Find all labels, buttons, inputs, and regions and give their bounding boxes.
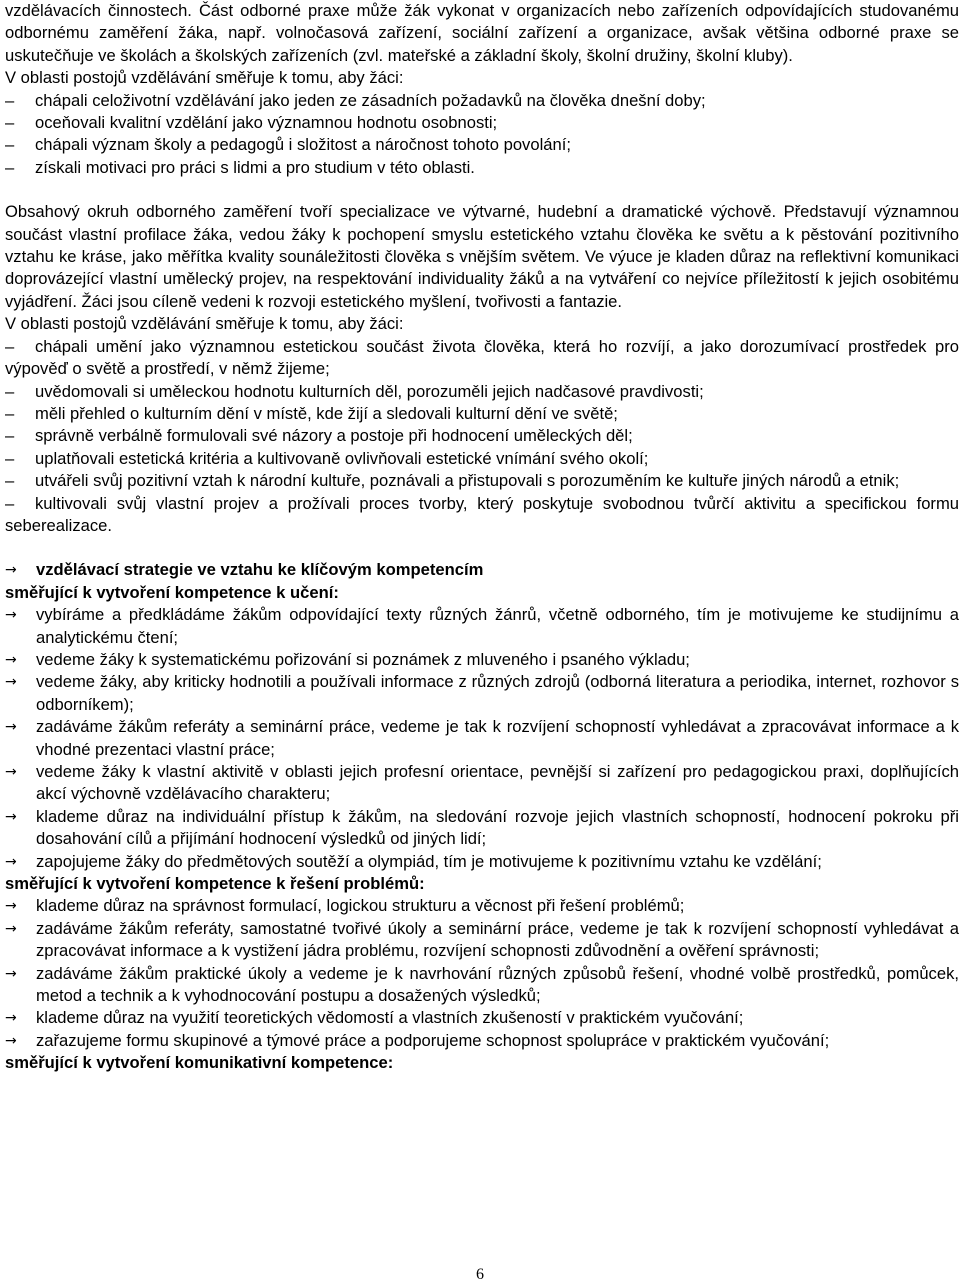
spacer: [5, 179, 959, 201]
list-item: [5, 112, 959, 134]
dash-bullet: –: [5, 426, 15, 446]
dash-bullet: –: [5, 113, 15, 133]
list-item-text: klademe důraz na správnost formulací, logickou strukturu a věcnost při řešení problémů;: [36, 896, 685, 916]
attitudes-lead-2: V oblasti postojů vzdělávání směřuje k tomu, aby žáci:: [5, 314, 404, 334]
arrow-icon: →: [5, 1032, 17, 1049]
list-item-text: měli přehled o kulturním dění v místě, kde žijí a sledovali kulturní dění ve světě;: [35, 403, 618, 423]
attitudes-list-1: [5, 90, 959, 180]
arrow-icon: →: [5, 607, 17, 624]
list-item: [5, 604, 959, 649]
list-item-text: klademe důraz na využití teoretických vědomostí a vlastních zkušeností v praktickém vyučování;: [36, 1008, 744, 1028]
list-item-text: vedeme žáky, aby kriticky hodnotili a používali informace z různých zdrojů (odborná literatura a periodika, internet, rozhovor s odborníkem);: [36, 672, 959, 714]
list-item: [5, 761, 959, 806]
list-item-text: utvářeli svůj pozitivní vztah k národní kultuře, poznávali a přistupovali s porozuměním ke kultuře jiných národů a etnik;: [35, 471, 900, 491]
arrow-icon: →: [5, 651, 17, 668]
document-page: [5, 0, 959, 1075]
list-item: [5, 403, 959, 425]
arrow-icon: →: [5, 920, 17, 937]
list-item-text: vedeme žáky k systematickému pořizování si poznámek z mluveného i psaného výkladu;: [36, 649, 690, 669]
list-item: [5, 851, 959, 873]
dash-bullet: –: [5, 448, 15, 468]
list-item: [5, 895, 959, 917]
list-item-text: vybíráme a předkládáme žákům odpovídající texty různých žánrů, včetně odborného, tím je motivujeme ke studijnímu a analytickému čtení;: [36, 605, 959, 647]
arrow-icon: →: [5, 674, 17, 691]
learning-competence-title: směřující k vytvoření kompetence k učení:: [5, 582, 339, 602]
list-item-text: správně verbálně formulovali své názory a postoje při hodnocení uměleckých děl;: [35, 426, 633, 446]
arrow-icon: →: [5, 1010, 17, 1027]
list-item: [5, 381, 959, 403]
list-item-text: chápali umění jako významnou estetickou součást života člověka, která ho rozvíjí, a jako dorozumívací prostředek pro výpověď o světě a prostředí, v němž žijeme;: [5, 336, 959, 379]
list-item-text: vedeme žáky k vlastní aktivitě v oblasti jejich profesní orientace, pevnější si zařízení pro pedagogickou praxi, doplňujících akcí výchovně vzdělávacího charakteru;: [36, 762, 959, 804]
list-item: [5, 649, 959, 671]
dash-bullet: –: [5, 336, 15, 356]
problem-solving-competence-title: směřující k vytvoření kompetence k řešení problémů:: [5, 874, 425, 894]
attitudes-section-1: [5, 67, 959, 179]
list-item: [5, 1030, 959, 1052]
list-item: [5, 671, 959, 716]
list-item: [5, 918, 959, 963]
learning-competence-list: [5, 604, 959, 873]
communication-competence-title: směřující k vytvoření komunikativní kompetence:: [5, 1053, 394, 1073]
list-item-text: zadáváme žákům praktické úkoly a vedeme je k navrhování různých způsobů řešení, vhodné volbě prostředků, pomůcek, metod a technik a k vyhodnocování postupu a dosažených výsledků;: [36, 963, 959, 1006]
list-item-text: získali motivaci pro práci s lidmi a pro studium v této oblasti.: [35, 157, 475, 177]
dash-bullet: –: [5, 135, 15, 155]
list-item-text: zadáváme žákům referáty, samostatné tvořivé úkoly a seminární práce, vedeme je tak k rozvíjení schopností vyhledávat a zpracovávat informace a k vystižení jádra problému, rozvíjení schopnosti zdůvodnění a ověření správnosti;: [36, 918, 959, 961]
content-paragraph: Obsahový okruh odborného zaměření tvoří specializace ve výtvarné, hudební a dramatické výchově. Představují významnou součást vlastní profilace žáka, vedou žáky k pochopení smyslu estetického vztahu člověka ke světu a k pěstování pozitivního vztahu ke kráse, jako měřítka kvality sounáležitosti člověka s vnějším světem. Ve výuce je kladen důraz na reflektivní komunikaci doprovázející vlastní umělecký projev, na respektování individuality žáků a na vytváření co nejvíce příležitostí k jejich osobitému vyjádření. Žáci jsou cíleně vedeni k rozvoji estetického myšlení, tvořivosti a fantazie.: [5, 202, 959, 311]
list-item-text: chápali význam školy a pedagogů i složitost a náročnost tohoto povolání;: [35, 135, 571, 155]
list-item: [5, 336, 959, 381]
list-item-text: zapojujeme žáky do předmětových soutěží a olympiád, tím je motivujeme k pozitivnímu vztahu ke vzdělání;: [36, 851, 822, 871]
spacer: [5, 537, 959, 559]
list-item: [5, 806, 959, 851]
list-item-text: oceňovali kvalitní vzdělání jako významnou hodnotu osobnosti;: [35, 113, 498, 133]
dash-bullet: –: [5, 381, 15, 401]
list-item: [5, 470, 959, 492]
dash-bullet: –: [5, 90, 15, 110]
list-item-text: zařazujeme formu skupinové a týmové práce a podporujeme schopnost spolupráce v praktickém vyučování;: [36, 1030, 830, 1050]
strategies-heading-text: vzdělávací strategie ve vztahu ke klíčovým kompetencím: [36, 560, 484, 580]
list-item: [5, 493, 959, 538]
list-item: [5, 425, 959, 447]
list-item: [5, 448, 959, 470]
list-item-text: klademe důraz na individuální přístup k žákům, na sledování rozvoje jejich vlastních schopností, hodnocení pokroku při dosahování cílů a přijímání hodnocení výsledků od jiných lidí;: [36, 806, 959, 849]
dash-bullet: –: [5, 157, 15, 177]
list-item-text: zadáváme žákům referáty a seminární práce, vedeme je tak k rozvíjení schopností vyhledávat a zpracovávat informace a k vhodné prezentaci vlastní práce;: [36, 717, 959, 759]
arrow-icon: →: [5, 764, 17, 780]
strategies-heading: [5, 559, 959, 581]
list-item: [5, 157, 959, 179]
list-item: [5, 134, 959, 156]
intro-paragraph: vzdělávacích činnostech. Část odborné praxe může žák vykonat v organizacích nebo zařízeních odpovídajících studovanému odbornému zaměření žáka, např. volnočasová zařízení, sociální zařízení a organizace, avšak většina odborné praxe se uskutečňuje ve školách a školských zařízeních (zvl. mateřské a základní školy, školní družiny, školní kluby).: [5, 1, 959, 65]
list-item-text: uvědomovali si uměleckou hodnotu kulturních děl, porozuměli jejich nadčasové pravdivosti;: [35, 381, 704, 401]
list-item: [5, 1007, 959, 1029]
list-item: [5, 963, 959, 1008]
arrow-icon: →: [5, 898, 17, 915]
attitudes-lead-1: V oblasti postojů vzdělávání směřuje k tomu, aby žáci:: [5, 68, 404, 88]
list-item: [5, 716, 959, 761]
arrow-icon: →: [5, 719, 17, 736]
dash-bullet: –: [5, 471, 15, 491]
arrow-icon: →: [5, 965, 17, 982]
list-item: [5, 90, 959, 112]
dash-bullet: –: [5, 493, 15, 513]
arrow-icon: →: [5, 853, 17, 870]
attitudes-list-2: [5, 336, 959, 538]
arrow-icon: →: [5, 808, 17, 825]
arrow-icon: →: [5, 562, 17, 579]
page-number: 6: [476, 1266, 484, 1283]
dash-bullet: –: [5, 403, 15, 423]
list-item-text: uplatňovali estetická kritéria a kultivovaně ovlivňovali estetické vnímání svého okolí;: [35, 448, 649, 468]
list-item-text: kultivovali svůj vlastní projev a prožívali proces tvorby, který poskytuje svobodnou tvůrčí aktivitu a specifickou formu seberealizace.: [5, 493, 959, 535]
problem-solving-competence-list: [5, 895, 959, 1052]
list-item-text: chápali celoživotní vzdělávání jako jeden ze zásadních požadavků na člověka dnešní doby;: [35, 90, 706, 110]
attitudes-section-2: [5, 313, 959, 537]
